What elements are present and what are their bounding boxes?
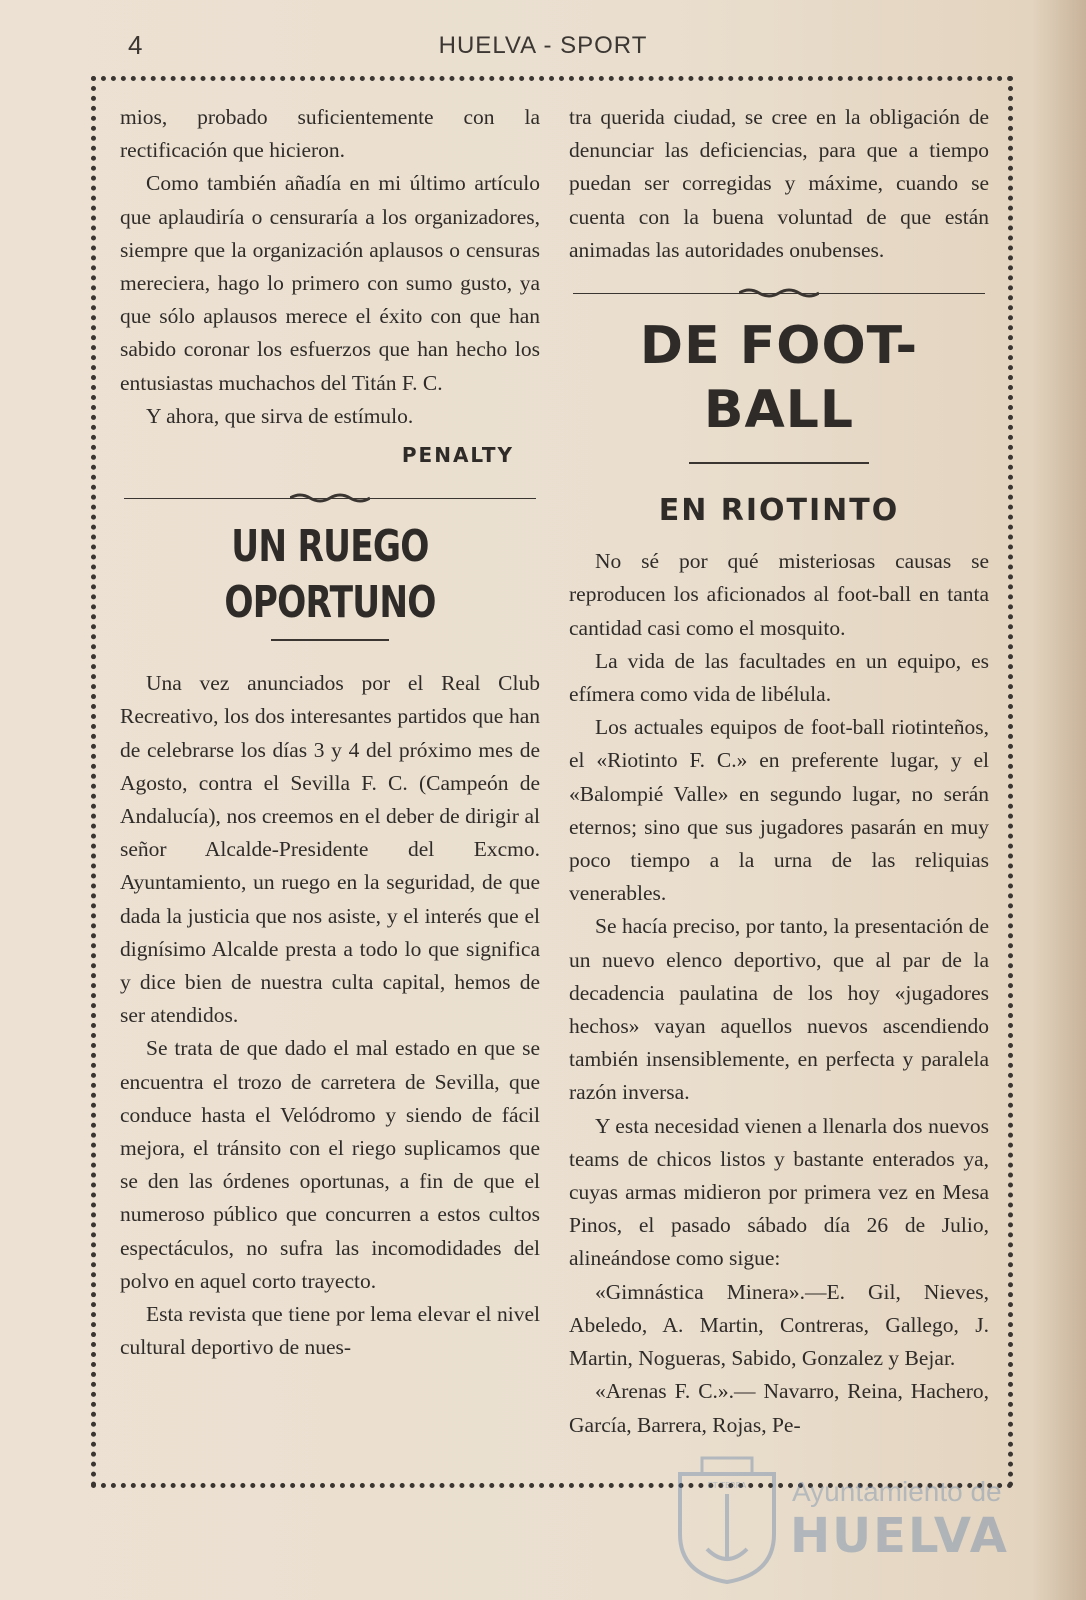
paragraph: Y ahora, que sirva de estímulo.: [146, 403, 414, 428]
article-title: UN RUEGO OPORTUNO: [224, 521, 436, 629]
watermark-line2: HUELVA: [790, 1508, 1009, 1564]
paragraph: La vida de las facultades en un equipo, es efímera como vida de libélula.: [569, 648, 989, 707]
ornamental-divider: [573, 293, 985, 294]
left-column: [120, 101, 540, 1365]
paragraph: Y esta necesidad vienen a llenarla dos nuevos teams de chicos listos y bastante enterados ya, cuyas armas midieron por primera vez en Mesa Pinos, el pasado sábado día 26 de Julio, alineándose como sigue:: [569, 1113, 989, 1271]
archive-watermark: [672, 1454, 1012, 1594]
running-title: HUELVA - SPORT: [438, 32, 648, 59]
flourish-icon: [739, 287, 819, 299]
section-underline: [689, 462, 869, 464]
paragraph: Esta revista que tiene por lema elevar el nivel cultural deportivo de nues-: [120, 1302, 540, 1360]
svg-text:ET TERRA: ET TERRA: [707, 1481, 747, 1490]
paragraph: «Gimnástica Minera».—E. Gil, Nieves, Abeledo, A. Martin, Contreras, Gallego, J. Martin, Nogueras, Sabido, Gonzalez y Bejar.: [569, 1279, 989, 1371]
flourish-icon: [290, 492, 370, 504]
section-title: DE FOOT-BALL: [639, 316, 919, 441]
right-column: [569, 101, 989, 1442]
page-number: 4: [128, 30, 143, 60]
paragraph: No sé por qué misteriosas causas se reproducen los aficionados al foot-ball en tanta cantidad casi como el mosquito.: [569, 549, 989, 640]
paragraph: Se trata de que dado el mal estado en que se encuentra el trozo de carretera de Sevilla, que conduce hasta el Velódromo y siendo de fácil mejora, el tránsito con el riego suplicamos que se den las órdenes oportunas, a fin de que el numeroso público que concurren a estos cultos espectáculos, no sufra las incomodidades del polvo en aquel corto trayecto.: [120, 1036, 540, 1293]
paragraph: Se hacía preciso, por tanto, la presentación de un nuevo elenco deportivo, que al par de la decadencia paulatina de los hoy «jugadores hechos» vayan aquellos nuevos ascendiendo también insensiblemente, en perfecta y paralela razón inversa.: [569, 914, 989, 1105]
signature: PENALTY: [401, 443, 514, 468]
title-underline: [271, 639, 389, 641]
article-frame: [91, 76, 1013, 1488]
ornamental-divider: [124, 498, 536, 499]
paragraph: «Arenas F. C.».— Navarro, Reina, Hachero, García, Barrera, Rojas, Pe-: [569, 1379, 989, 1437]
paragraph: Una vez anunciados por el Real Club Recreativo, los dos interesantes partidos que han de celebrarse los días 3 y 4 del próximo mes de Agosto, contra el Sevilla F. C. (Campeón de Andalucía), nos creemos en el deber de dirigir al señor Alcalde-Presidente del Excmo. Ayuntamiento, un ruego en la seguridad, de que dada la justicia que nos asiste, y el interés que el dignísimo Alcalde presta a todo lo que significa y dice bien de nuestra culta capital, hemos de ser atendidos.: [120, 671, 540, 1028]
subsection-title: EN RIOTINTO: [658, 493, 900, 529]
coat-of-arms-icon: [672, 1454, 782, 1584]
paragraph: Como también añadía en mi último artículo que aplaudiría o censuraría a los organizadores, siempre que la organización aplausos o censuras mereciera, hago lo primero con sumo gusto, ya que sólo aplausos merece el éxito con que han sabido coronar los esfuerzos que han hecho los entusiastas muchachos del Titán F. C.: [120, 171, 540, 395]
paragraph: tra querida ciudad, se cree en la obligación de denunciar las deficiencias, para que a tiempo puedan ser corregidas y máxime, cuando se cuenta con la buena voluntad de que están animadas las autoridades onubenses.: [569, 105, 989, 262]
page-header: [0, 30, 1086, 62]
watermark-line1: Ayuntamiento de: [792, 1476, 1002, 1507]
paragraph: mios, probado suficientemente con la rectificación que hicieron.: [120, 105, 540, 163]
paragraph: Los actuales equipos de foot-ball riotinteños, el «Riotinto F. C.» en preferente lugar, y el «Balompié Valle» en segundo lugar, no serán eternos; sino que sus jugadores pasarán en muy poco tiempo a la urna de las reliquias venerables.: [569, 715, 989, 906]
